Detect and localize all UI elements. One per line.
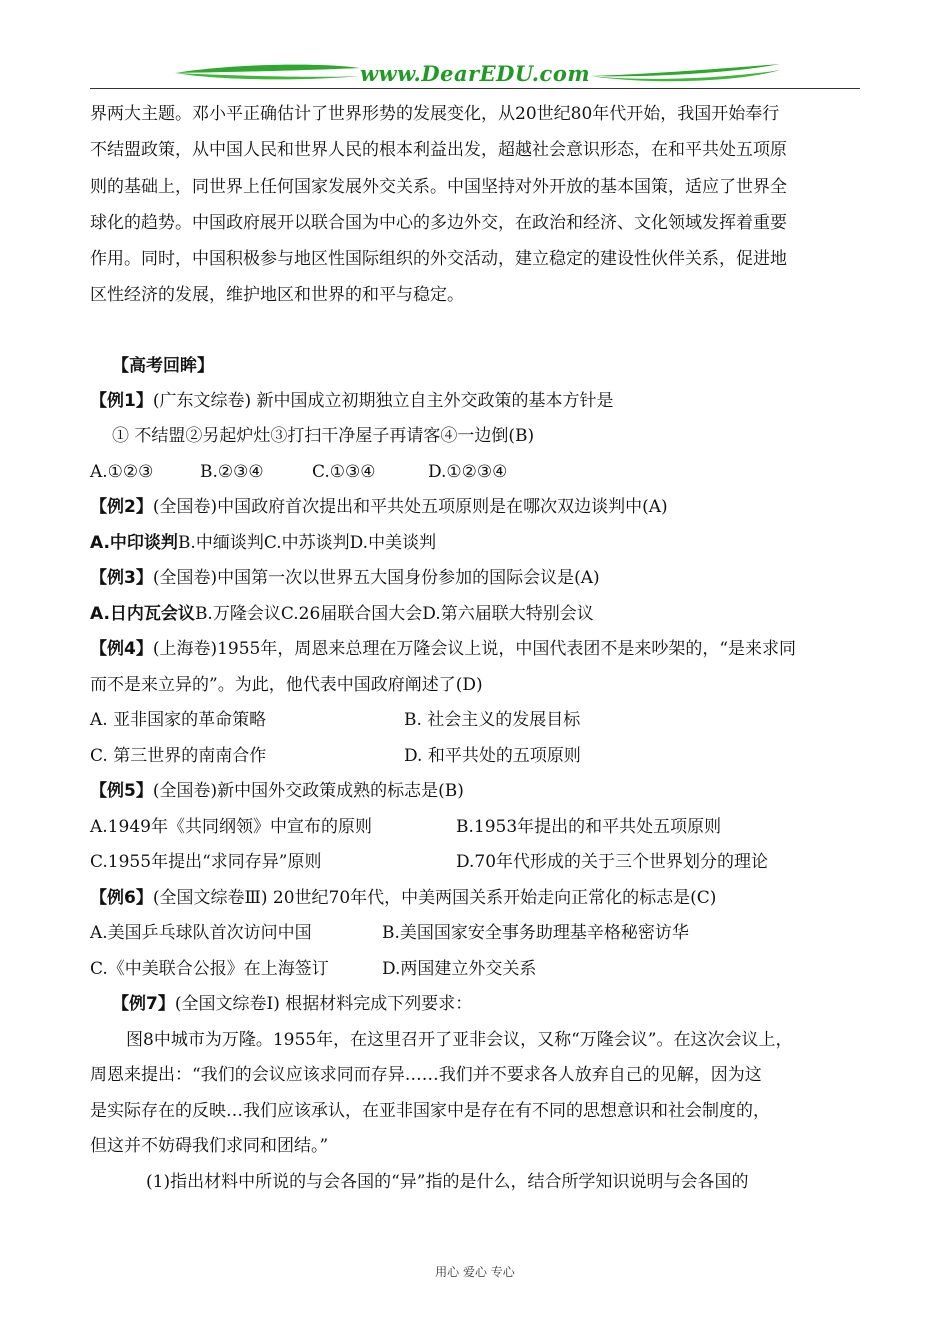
question-text: (全国卷)中国第一次以世界五大国身份参加的国际会议是(A) [152, 568, 600, 589]
example-3-question [90, 561, 865, 597]
example-5-question [90, 774, 865, 810]
example-1-options [90, 455, 865, 491]
sub-question: (1)指出材料中所说的与会各国的“异”指的是什么，结合所学知识说明与会各国的 [146, 1171, 749, 1192]
option-d: D.①②③④ [428, 461, 508, 482]
example-5-options-row2 [90, 845, 865, 881]
example-6-options-row1 [90, 916, 865, 952]
example-1-items: ① 不结盟②另起炉灶③打扫干净屋子再请客④一边倒(B) [112, 426, 535, 447]
paragraph-line: 球化的趋势。中国政府展开以联合国为中心的多边外交，在政治和经济、文化领域发挥着重要 [90, 212, 787, 233]
paragraph-line: 不结盟政策，从中国人民和世界人民的根本利益出发，超越社会意识形态，在和平共处五项原 [90, 140, 787, 161]
section-title: 【高考回眸】 [112, 355, 214, 376]
paragraph-line: 界两大主题。邓小平正确估计了世界形势的发展变化，从20世纪80年代开始，我国开始奉行 [90, 104, 780, 124]
option-d: D.70年代形成的关于三个世界划分的理论 [456, 852, 769, 873]
option-a: A.1949年《共同纲领》中宣布的原则 [90, 816, 372, 837]
paragraph-line: 区性经济的发展，维护地区和世界的和平与稳定。 [90, 285, 464, 306]
example-label: 【例3】 [90, 568, 153, 589]
example-label: 【例1】 [90, 390, 153, 411]
option-a: A. 亚非国家的革命策略 [90, 710, 267, 731]
example-4-question [90, 632, 865, 668]
question-text: (上海卷)1955年，周恩来总理在万隆会议上说，中国代表团不是来吵架的，“是来求同 [152, 639, 797, 660]
option-c: C.①③④ [312, 461, 376, 482]
question-text: (全国文综卷Ⅰ) 根据材料完成下列要求： [174, 994, 473, 1015]
material-line: 图8中城市为万隆。1955年，在这里召开了亚非会议，又称“万隆会议”。在这次会议上， [126, 1029, 793, 1050]
page-footer: 用心 爱心 专心 [435, 1265, 515, 1279]
question-text: (广东文综卷) 新中国成立初期独立自主外交政策的基本方针是 [152, 390, 614, 411]
example-label: 【例2】 [90, 497, 153, 518]
material-line: 是实际存在的反映…我们应该承认，在亚非国家中是存在有不同的思想意识和社会制度的， [90, 1100, 770, 1121]
material-line: 周恩来提出：“我们的会议应该求同而存异……我们并不要求各人放弃自己的见解，因为这 [90, 1065, 762, 1086]
material-line: 但这并不妨碍我们求同和团结。” [90, 1136, 329, 1157]
header-divider [90, 88, 860, 89]
option-a: A.①②③ [90, 461, 154, 482]
option-d: D.两国建立外交关系 [382, 958, 537, 979]
paragraph-line: 作用。同时，中国积极参与地区性国际组织的外交活动，建立稳定的建设性伙伴关系，促进地 [90, 249, 787, 270]
example-label: 【例4】 [90, 639, 153, 660]
example-4-options-row2 [90, 739, 865, 775]
other-options: B.中缅谈判C.中苏谈判D.中美谈判 [177, 532, 437, 553]
option-a: A.美国乒乓球队首次访问中国 [90, 923, 312, 944]
option-b: B.②③④ [200, 461, 264, 482]
question-text: (全国卷)新中国外交政策成熟的标志是(B) [152, 781, 464, 802]
option-c: C.《中美联合公报》在上海签订 [90, 958, 329, 979]
spacer [90, 314, 865, 348]
option-b: B.美国国家安全事务助理基辛格秘密访华 [382, 923, 689, 944]
question-text: (全国卷)中国政府首次提出和平共处五项原则是在哪次双边谈判中(A) [152, 497, 668, 518]
intro-paragraph [90, 96, 865, 314]
correct-option: A.中印谈判 [90, 532, 178, 553]
example-5-options-row1 [90, 810, 865, 846]
example-2-options [90, 526, 865, 562]
other-options: B.万隆会议C.26届联合国大会D.第六届联大特别会议 [194, 603, 594, 624]
option-d: D. 和平共处的五项原则 [404, 745, 581, 766]
option-b: B. 社会主义的发展目标 [404, 710, 581, 731]
example-6-options-row2 [90, 952, 865, 988]
example-7-question [90, 987, 865, 1023]
option-c: C.1955年提出“求同存异”原则 [90, 852, 322, 873]
option-b: B.1953年提出的和平共处五项原则 [456, 816, 722, 837]
document-body [90, 96, 865, 1200]
example-label: 【例7】 [112, 994, 175, 1015]
example-label: 【例6】 [90, 887, 153, 908]
example-label: 【例5】 [90, 781, 153, 802]
example-3-options [90, 597, 865, 633]
example-2-question [90, 490, 865, 526]
example-1-question [90, 384, 865, 420]
paragraph-line: 则的基础上，同世界上任何国家发展外交关系。中国坚持对外开放的基本国策，适应了世界全 [90, 176, 787, 197]
question-text: (全国文综卷Ⅲ) 20世纪70年代，中美两国关系开始走向正常化的标志是(C) [152, 887, 717, 908]
correct-option: A.日内瓦会议 [90, 603, 195, 624]
option-c: C. 第三世界的南南合作 [90, 745, 267, 766]
example-4-options-row1 [90, 703, 865, 739]
example-4-question-cont: 而不是来立异的”。为此，他代表中国政府阐述了(D) [90, 674, 483, 695]
example-6-question [90, 881, 865, 917]
site-logo-text: www.DearEDU.com [359, 61, 591, 86]
site-header [90, 58, 860, 88]
